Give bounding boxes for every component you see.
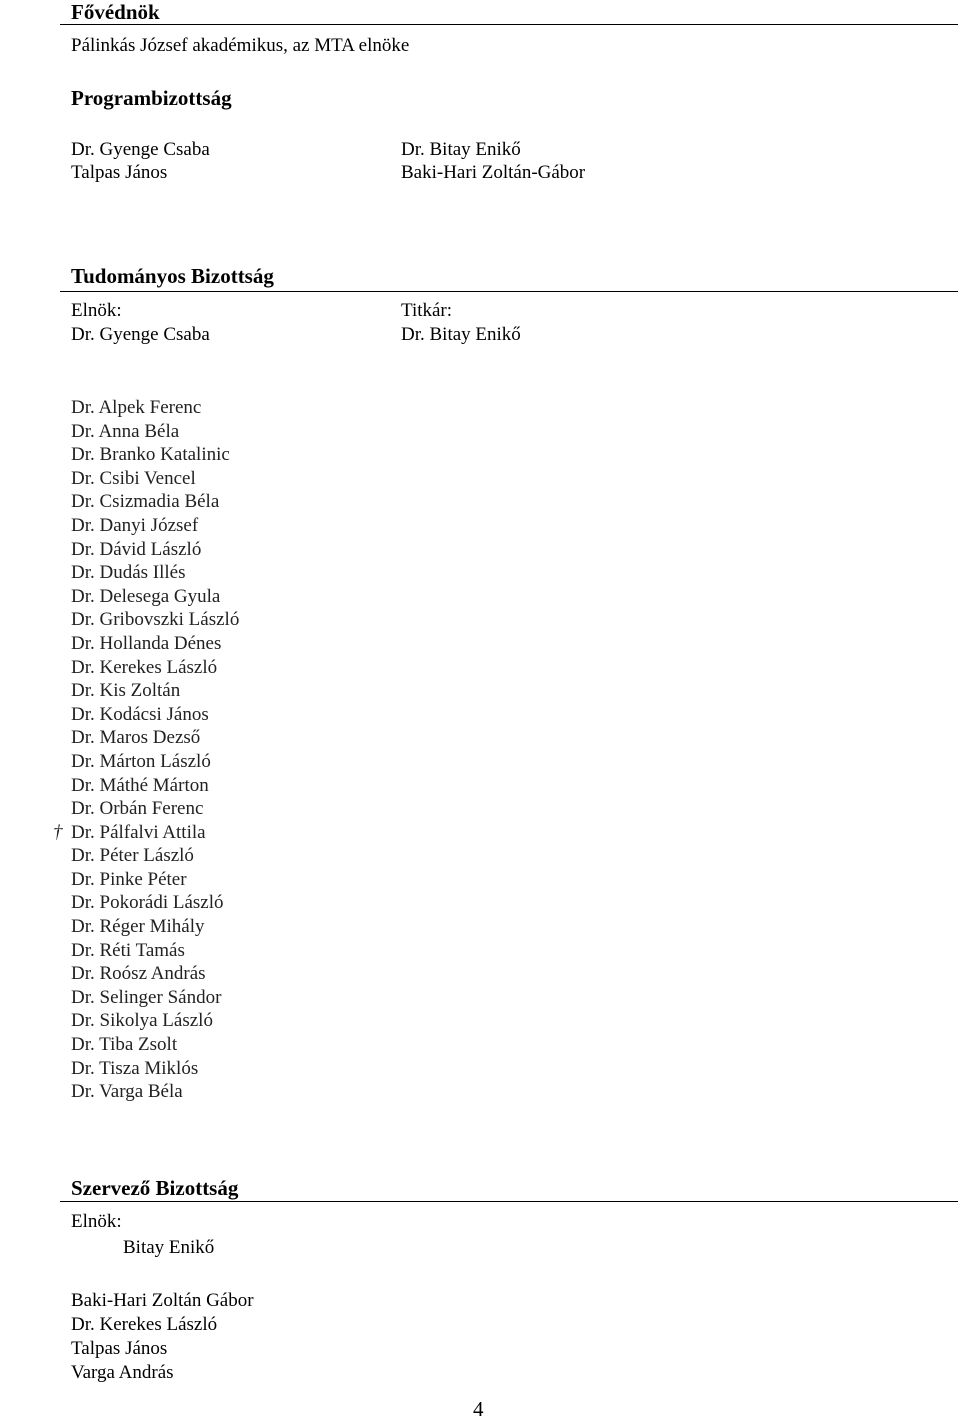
member-name: Dr. Selinger Sándor [71,986,222,1008]
member-name: Dr. Péter László [71,845,194,867]
program-committee-member: Talpas János [71,162,168,183]
member-name: Dr. Varga Béla [71,1081,183,1103]
member-name: Dr. Kodácsi János [71,703,209,725]
list-item [71,514,239,538]
scientific-secretary-label: Titkár: [401,300,453,321]
list-item [71,797,239,821]
member-name: Dr. Branko Katalinic [71,444,230,466]
list-item [71,986,239,1010]
list-item [71,891,239,915]
member-name: Dr. Pinke Péter [71,868,187,890]
organizing-chair-label: Elnök: [71,1211,122,1232]
member-name: Dr. Dudás Illés [71,562,186,584]
organizing-member: Baki-Hari Zoltán Gábor [71,1290,254,1311]
section-divider [60,24,958,25]
scientific-chair-label: Elnök: [71,300,122,321]
patron-heading: Fővédnök [71,0,160,24]
scientific-member-list [53,396,240,1104]
list-item [71,420,239,444]
list-item [71,915,239,939]
list-item [71,538,239,562]
list-item [71,585,239,609]
organizing-chair-name: Bitay Enikő [123,1237,215,1258]
list-item [71,726,239,750]
member-name: Dr. Dávid László [71,538,202,560]
member-name: Dr. Tiba Zsolt [71,1034,178,1056]
list-item [53,821,239,845]
member-name: Dr. Maros Dezső [71,727,201,749]
list-item [71,656,239,680]
member-name: Dr. Kis Zoltán [71,680,181,702]
list-item [71,490,239,514]
list-item [71,868,239,892]
scientific-secretary-name: Dr. Bitay Enikő [401,324,521,345]
list-item [71,561,239,585]
list-item [71,774,239,798]
list-item [71,1033,239,1057]
list-item [71,703,239,727]
organizing-committee-heading: Szervező Bizottság [71,1176,239,1200]
member-name: Dr. Kerekes László [71,656,218,678]
member-name: Dr. Tisza Miklós [71,1057,199,1079]
list-item [71,962,239,986]
list-item [71,443,239,467]
member-name: Dr. Réger Mihály [71,916,205,938]
member-name: Dr. Pokorádi László [71,892,224,914]
member-name: Dr. Danyi József [71,514,199,536]
organizing-member: Dr. Kerekes László [71,1314,218,1335]
list-item [71,396,239,420]
program-committee-member: Dr. Bitay Enikő [401,139,521,160]
member-name: Dr. Réti Tamás [71,939,185,961]
member-name: Dr. Máthé Márton [71,774,209,796]
list-item [71,844,239,868]
member-name: Dr. Sikolya László [71,1010,213,1032]
member-name: Dr. Csizmadia Béla [71,491,220,513]
member-name: Dr. Alpek Ferenc [71,397,202,418]
member-name: Dr. Hollanda Dénes [71,632,222,654]
member-name: Dr. Gribovszki László [71,609,240,631]
member-name: Dr. Delesega Gyula [71,585,221,607]
section-divider [60,1201,958,1202]
list-item [71,467,239,491]
list-item [71,1057,239,1081]
page-number: 4 [473,1397,484,1421]
list-item [71,750,239,774]
list-item [71,632,239,656]
member-name: Dr. Csibi Vencel [71,467,196,489]
organizing-member: Varga András [71,1362,174,1383]
member-name: Dr. Márton László [71,750,211,772]
list-item [71,608,239,632]
program-committee-heading: Programbizottság [71,86,232,110]
list-item [71,1009,239,1033]
scientific-committee-heading: Tudományos Bizottság [71,264,274,288]
organizing-member: Talpas János [71,1338,168,1359]
member-name: Dr. Roósz András [71,963,206,985]
patron-name: Pálinkás József akadémikus, az MTA elnöke [71,35,410,56]
dagger-icon: † [53,821,63,843]
section-divider [60,291,958,292]
member-name: Dr. Orbán Ferenc [71,798,204,820]
program-committee-member: Baki-Hari Zoltán-Gábor [401,162,586,183]
member-name: Dr. Anna Béla [71,420,180,442]
list-item [71,679,239,703]
member-name: Dr. Pálfalvi Attila [71,821,206,843]
scientific-chair-name: Dr. Gyenge Csaba [71,324,210,345]
list-item [71,939,239,963]
list-item [71,1080,239,1104]
program-committee-member: Dr. Gyenge Csaba [71,139,210,160]
